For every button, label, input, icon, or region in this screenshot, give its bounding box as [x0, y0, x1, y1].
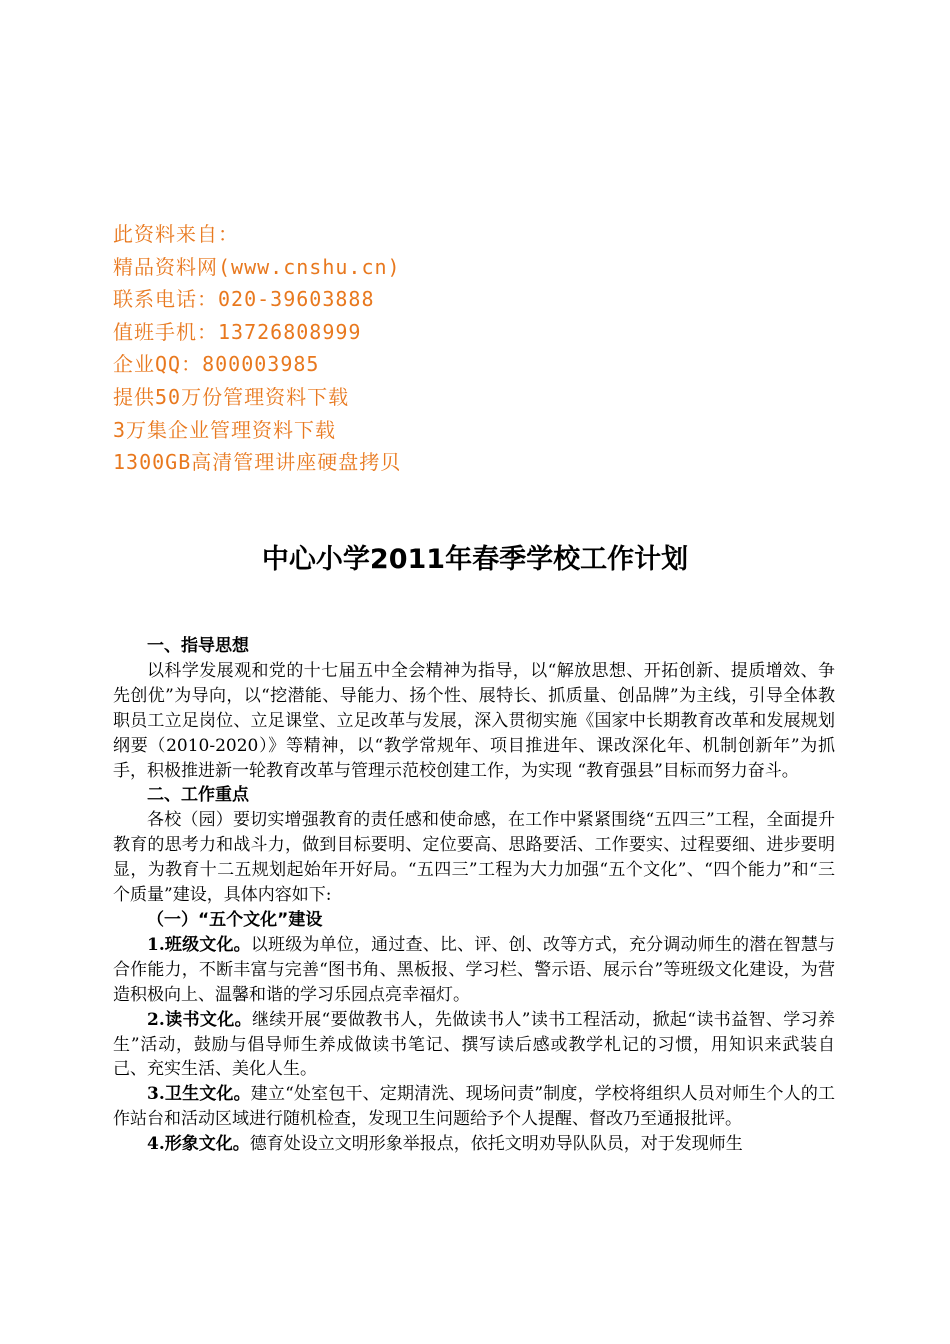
item-label: 3.卫生文化。: [147, 1084, 251, 1105]
list-item-reading-culture: [113, 1008, 835, 1083]
source-line-offer-2: 3万集企业管理资料下载: [113, 417, 337, 442]
item-text: 以班级为单位，通过查、比、评、创、改等方式，充分调动师生的潜在智慧与合作能力，不断丰富与完善“图书角、黑板报、学习栏、警示语、展示台”等班级文化建设，为营造积极向上、温馨和谐的学习乐园点亮幸福灯。: [113, 934, 836, 1005]
item-label: 2.读书文化。: [147, 1009, 253, 1030]
source-line-mobile: 值班手机：13726808999: [113, 319, 362, 344]
section-heading-guiding-ideology: 一、指导思想: [147, 636, 249, 656]
subsection-heading-five-cultures: （一）“五个文化”建设: [147, 909, 323, 930]
list-item-hygiene-culture: [113, 1082, 835, 1132]
source-line-website: 精品资料网(www.cnshu.cn): [113, 254, 401, 279]
item-text: 德育处设立文明形象举报点，依托文明劝导队队员，对于发现师生: [249, 1134, 743, 1155]
source-line-qq: 企业QQ：800003985: [113, 352, 320, 377]
section-paragraph-guiding-ideology: 以科学发展观和党的十七届五中全会精神为指导，以“解放思想、开拓创新、提质增效、争先创优”为导向，以“挖潜能、导能力、扬个性、展特长、抓质量、创品牌”为主线，引导全体教职员工立足岗位、立足课堂、立足改革与发展，深入贯彻实施《国家中长期教育改革和发展规划纲要（2010-2020）》等精神，以“教学常规年、项目推进年、课改深化年、机制创新年”为抓手，积极推进新一轮教育改革与管理示范校创建工作，为实现 “教育强县”目标而努力奋斗。: [113, 660, 835, 781]
section-paragraph-work-focus: 各校（园）要切实增强教育的责任感和使命感，在工作中紧紧围绕“五四三”工程，全面提升教育的思考力和战斗力，做到目标要明、定位要高、思路要活、工作要实、过程要细、进步要明显，为教育十二五规划起始年开好局。“五四三”工程为大力加强“五个文化”、“四个能力”和“三个质量”建设，具体内容如下:: [113, 810, 835, 906]
item-label: 4.形象文化。: [147, 1134, 250, 1155]
source-line-offer-3: 1300GB高清管理讲座硬盘拷贝: [113, 450, 402, 475]
source-line-phone: 联系电话：020-39603888: [113, 287, 375, 312]
list-item-class-culture: [113, 933, 835, 1008]
document-title: 中心小学2011年春季学校工作计划: [261, 544, 689, 575]
source-line-offer-1: 提供50万份管理资料下载: [113, 384, 350, 409]
item-text: 继续开展“要做教书人，先做读书人”读书工程活动，掀起“读书益智、学习养生”活动，鼓励与倡导师生养成做读书笔记、撰写读后感或教学札记的习惯，用知识来武装自己、充实生活、美化人生。: [113, 1009, 835, 1080]
item-label: 1.班级文化。: [147, 934, 251, 955]
item-text: 建立“处室包干、定期清洗、现场问责”制度，学校将组织人员对师生个人的工作站台和活动区域进行随机检查，发现卫生问题给予个人提醒、督改乃至通报批评。: [113, 1084, 835, 1130]
source-info-block: [113, 218, 633, 479]
list-item-image-culture: [113, 1132, 835, 1157]
source-line-header: 此资料来自：: [113, 222, 239, 246]
section-heading-work-focus: 二、工作重点: [147, 785, 249, 806]
document-body: [113, 634, 835, 1157]
